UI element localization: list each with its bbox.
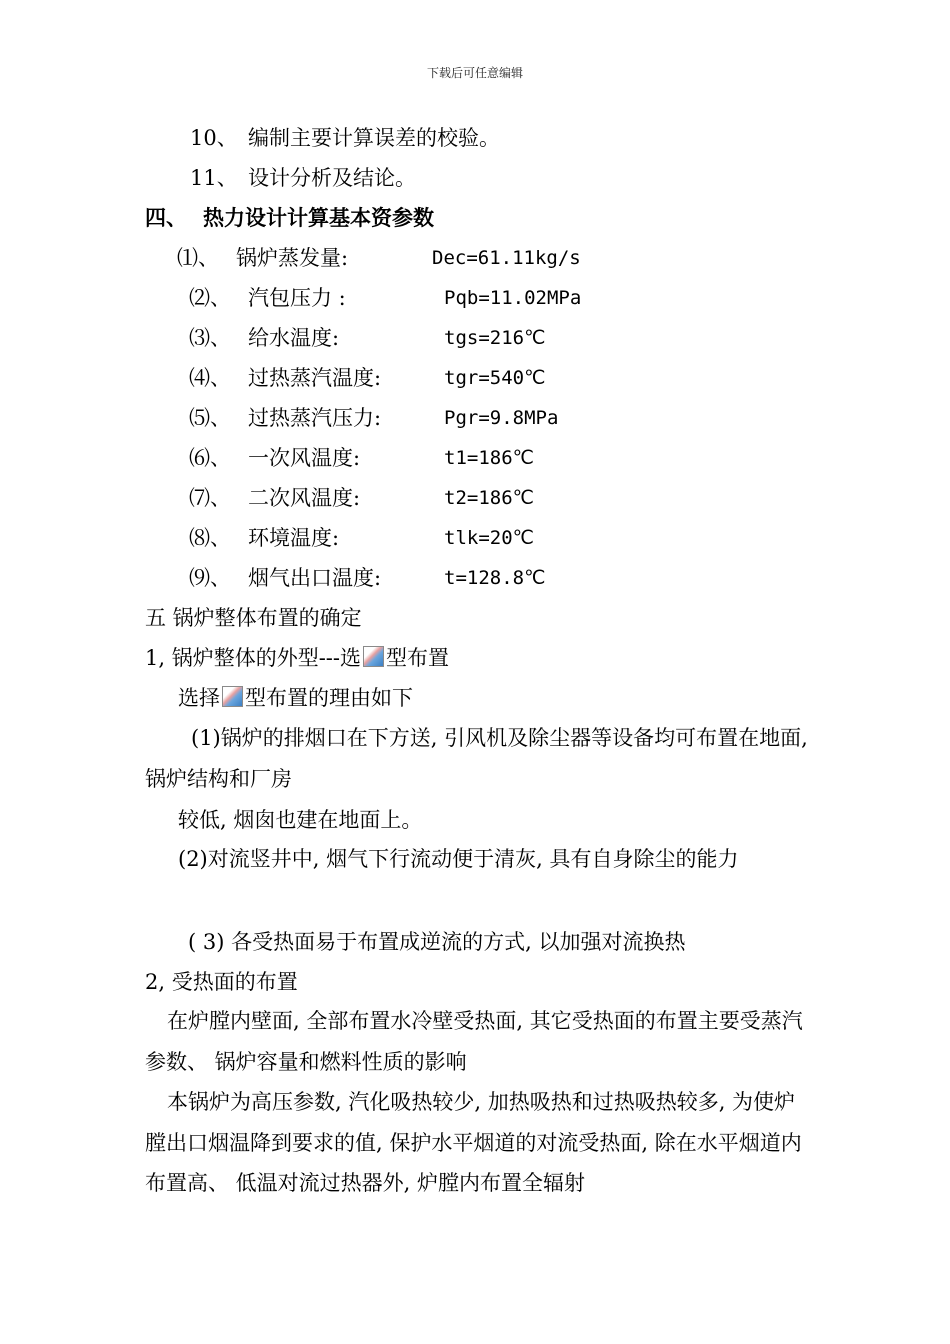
paragraph: 在炉膛内壁面, 全部布置水冷壁受热面, 其它受热面的布置主要受蒸汽参数、 锅炉容量和燃料性质的影响	[145, 1009, 803, 1074]
param-label: 烟气出口温度:	[248, 566, 382, 590]
param-row	[189, 284, 582, 312]
param-value: Dec=61.11kg/s	[432, 247, 581, 269]
param-number: ⑴、	[177, 246, 219, 270]
param-value: t=128.8℃	[444, 567, 546, 589]
param-row	[189, 324, 546, 352]
reason-text: 选择	[178, 686, 220, 710]
param-value: tgs=216℃	[444, 327, 546, 349]
param-label: 过热蒸汽温度:	[248, 366, 382, 390]
param-number: ⑹、	[189, 446, 231, 470]
param-number: ⑻、	[189, 526, 231, 550]
list-item	[190, 164, 416, 192]
list-item	[190, 124, 500, 152]
section-number: 四、	[145, 206, 187, 230]
param-value: t2=186℃	[444, 487, 534, 509]
subsection-heading	[145, 644, 449, 672]
param-row	[189, 364, 546, 392]
param-row	[189, 444, 534, 472]
reason-text: 型布置的理由如下	[245, 686, 413, 710]
param-number: ⑷、	[189, 366, 231, 390]
param-label: 锅炉蒸发量:	[236, 246, 349, 270]
subsection-text: 型布置	[386, 646, 449, 670]
subsection-text: 1, 锅炉整体的外型---选	[145, 646, 361, 670]
param-label: 一次风温度:	[248, 446, 361, 470]
text-line: ( 3) 各受热面易于布置成逆流的方式, 以加强对流换热	[188, 930, 686, 954]
text-line	[178, 684, 413, 712]
paragraph: 本锅炉为高压参数, 汽化吸热较少, 加热吸热和过热吸热较多, 为使炉膛出口烟温降到要求的值, 保护水平烟道的对流受热面, 除在水平烟道内布置高、 低温对流过热器外, 炉膛内布置全辐射	[145, 1090, 802, 1195]
param-value: tlk=20℃	[444, 527, 534, 549]
param-label: 汽包压力 :	[248, 286, 346, 310]
text-line: 较低, 烟囱也建在地面上。	[178, 808, 423, 832]
param-label: 给水温度:	[248, 326, 340, 350]
param-row	[177, 244, 581, 272]
broken-image-icon	[363, 646, 384, 667]
param-number: ⑵、	[189, 286, 231, 310]
param-row	[189, 524, 534, 552]
param-value: tgr=540℃	[444, 367, 546, 389]
param-value: t1=186℃	[444, 447, 534, 469]
param-number: ⑺、	[189, 486, 231, 510]
section-heading: 五 锅炉整体布置的确定	[145, 606, 362, 630]
param-row	[189, 564, 546, 592]
item-number: 11、	[190, 166, 238, 190]
param-number: ⑸、	[189, 406, 231, 430]
section-heading	[145, 204, 434, 232]
paragraph: (2)对流竖井中, 烟气下行流动便于清灰, 具有自身除尘的能力	[178, 847, 739, 871]
param-row	[189, 404, 559, 432]
param-row	[189, 484, 534, 512]
item-number: 10、	[190, 126, 238, 150]
param-value: Pgr=9.8MPa	[444, 407, 559, 429]
param-number: ⑼、	[189, 566, 231, 590]
item-text: 编制主要计算误差的校验。	[248, 126, 500, 150]
subsection-heading: 2, 受热面的布置	[145, 970, 298, 994]
param-label: 过热蒸汽压力:	[248, 406, 382, 430]
param-number: ⑶、	[189, 326, 231, 350]
paragraph: (1)锅炉的排烟口在下方送, 引风机及除尘器等设备均可布置在地面, 锅炉结构和厂房	[145, 726, 808, 791]
page-header: 下载后可任意编辑	[426, 66, 523, 80]
item-text: 设计分析及结论。	[248, 166, 416, 190]
section-title: 热力设计计算基本资参数	[203, 206, 434, 230]
broken-image-icon	[222, 686, 243, 707]
param-label: 环境温度:	[248, 526, 340, 550]
param-value: Pqb=11.02MPa	[444, 287, 582, 309]
param-label: 二次风温度:	[248, 486, 361, 510]
